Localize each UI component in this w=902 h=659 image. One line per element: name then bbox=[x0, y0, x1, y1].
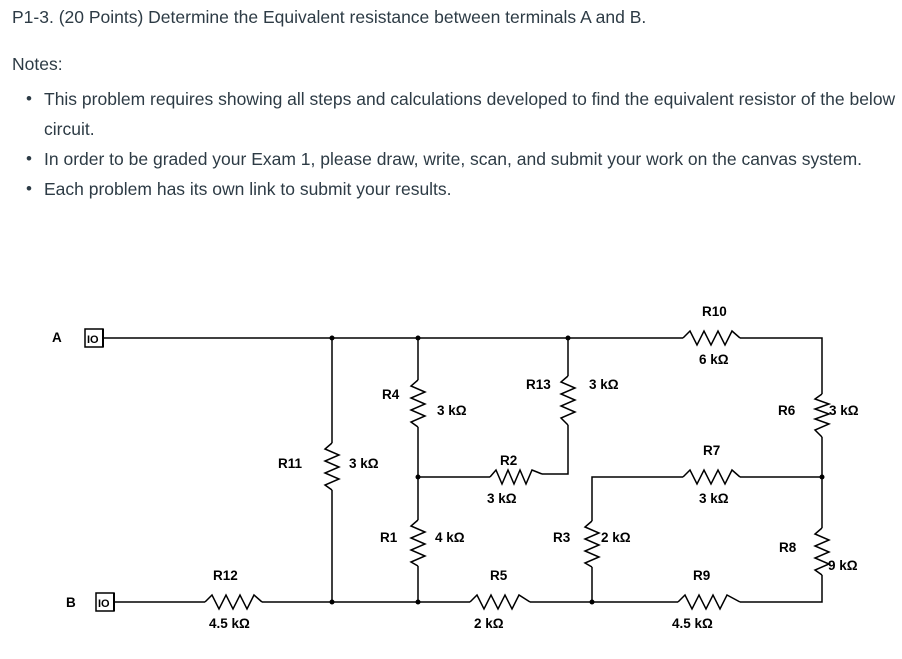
wires bbox=[103, 338, 822, 602]
r10-name: R10 bbox=[702, 304, 727, 319]
r9-name: R9 bbox=[693, 568, 711, 583]
resistor-r7 bbox=[683, 443, 740, 506]
r8-name: R8 bbox=[779, 540, 797, 555]
resistor-r10 bbox=[683, 304, 740, 367]
r3-name: R3 bbox=[553, 530, 571, 545]
problem-title: P1-3. (20 Points) Determine the Equivalent resistance between terminals A and B. bbox=[12, 7, 647, 27]
resistor-r8 bbox=[779, 528, 858, 575]
r10-value: 6 kΩ bbox=[699, 352, 729, 367]
resistor-r12 bbox=[205, 568, 262, 631]
r12-value: 4.5 kΩ bbox=[209, 616, 250, 631]
resistor-r5 bbox=[470, 568, 530, 631]
resistor-r3 bbox=[553, 521, 631, 567]
r5-value: 2 kΩ bbox=[474, 616, 504, 631]
r7-name: R7 bbox=[703, 443, 721, 458]
r12-name: R12 bbox=[213, 568, 238, 583]
r7-value: 3 kΩ bbox=[699, 491, 729, 506]
terminal-a-glyph: IO bbox=[87, 334, 99, 346]
r13-value: 3 kΩ bbox=[589, 377, 619, 392]
terminal-a-label: A bbox=[52, 330, 62, 345]
r9-value: 4.5 kΩ bbox=[672, 616, 713, 631]
r5-name: R5 bbox=[490, 568, 508, 583]
resistor-r13 bbox=[526, 376, 619, 425]
r11-value: 3 kΩ bbox=[349, 456, 379, 471]
resistor-r4 bbox=[382, 380, 467, 427]
resistor-r11 bbox=[278, 443, 379, 490]
r8-value: 9 kΩ bbox=[828, 558, 858, 573]
r2-value: 3 kΩ bbox=[487, 491, 517, 506]
r4-value: 3 kΩ bbox=[437, 403, 467, 418]
resistor-r6 bbox=[778, 394, 859, 437]
r1-name: R1 bbox=[380, 530, 398, 545]
notes-heading: Notes: bbox=[12, 54, 63, 74]
r6-name: R6 bbox=[778, 403, 796, 418]
junctions bbox=[330, 336, 825, 605]
r4-name: R4 bbox=[382, 387, 400, 402]
note-item: • In order to be graded your Exam 1, please draw, write, scan, and submit your work on the canvas system. bbox=[44, 144, 896, 174]
note-item: • Each problem has its own link to submit your results. bbox=[44, 174, 896, 204]
r2-name: R2 bbox=[500, 453, 518, 468]
r1-value: 4 kΩ bbox=[435, 530, 465, 545]
terminal-b bbox=[66, 593, 114, 611]
resistor-r9 bbox=[672, 568, 740, 631]
r13-name: R13 bbox=[526, 377, 551, 392]
resistor-r1 bbox=[380, 520, 465, 566]
resistor-r2 bbox=[487, 453, 542, 506]
r11-name: R11 bbox=[278, 456, 303, 471]
r3-value: 2 kΩ bbox=[601, 530, 631, 545]
terminal-b-label: B bbox=[66, 595, 76, 610]
note-item: • This problem requires showing all steps and calculations developed to find the equivalent resistor of the below circuit. bbox=[44, 84, 896, 144]
r6-value: 3 kΩ bbox=[829, 403, 859, 418]
terminal-b-glyph: IO bbox=[98, 598, 110, 610]
terminal-a bbox=[52, 329, 103, 347]
